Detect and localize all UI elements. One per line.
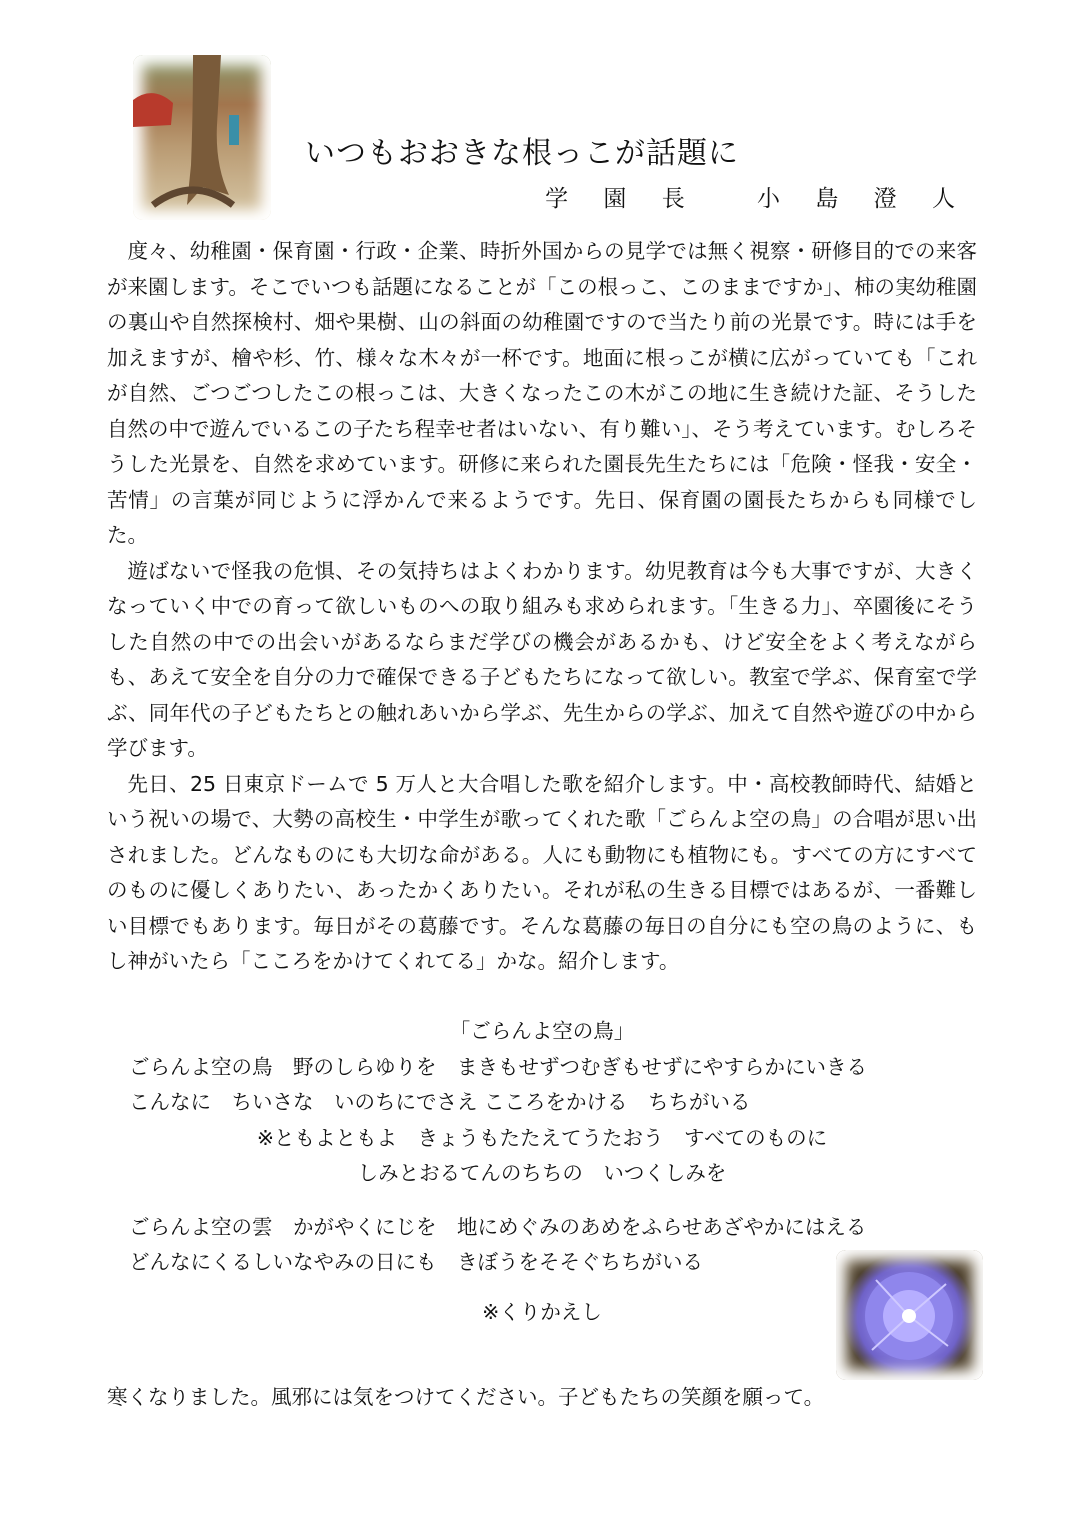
repeat-note: ※くりかえし bbox=[482, 1299, 602, 1324]
tree-roots-illustration bbox=[133, 55, 271, 220]
author-line: 学 園 長 小 島 澄 人 bbox=[545, 186, 969, 212]
chorus-line: しみとおるてんのちちの いつくしみを bbox=[357, 1161, 727, 1185]
song-title: 「ごらんよ空の鳥」 bbox=[449, 1019, 635, 1043]
paragraph: 遊ばないで怪我の危惧、その気持ちはよくわかります。幼児教育は今も大事ですが、大きくなっていく中での育って欲しいものへの取り組みも求められます。「生きる力」、卒園後にそうした自然の中での出会いがあるならまだ学びの機会があるかも、けど安全をよく考えながらも、あえて安全を自分の力で確保できる子どもたちになって欲しい。教室で学ぶ、保育室で学ぶ、同年代の子どもたちとの触れあいから学ぶ、先生からの学ぶ、加えて自然や遊びの中から学びます。 bbox=[107, 558, 977, 760]
morning-glory-photo bbox=[836, 1250, 983, 1380]
article-body bbox=[107, 234, 977, 980]
paragraph: 度々、幼稚園・保育園・行政・企業、時折外国からの見学では無く視察・研修目的での来客が来園します。そこでいつも話題になることが「この根っこ、このままですか」、柿の実幼稚園の裏山や自然探検村、畑や果樹、山の斜面の幼稚園ですので当たり前の光景です。時には手を加えますが、檜や杉、竹、様々な木々が一杯です。地面に根っこが横に広がっていても「これが自然、ごつごつしたこの根っこは、大きくなったこの木がこの地に生き続けた証、そうした自然の中で遊んでいるこの子たち程幸せ者はいない、有り難い」、そう考えています。むしろそうした光景を、自然を求めています。研修に来られた園長先生たちには「危険・怪我・安全・苦情」の言葉が同じように浮かんで来るようです。先日、保育園の園長たちからも同様でした。 bbox=[107, 239, 977, 547]
paragraph: 先日、25 日東京ドームで 5 万人と大合唱した歌を紹介します。中・高校教師時代、結婚という祝いの場で、大勢の高校生・中学生が歌ってくれた歌「ごらんよ空の鳥」の合唱が思い出されました。どんなものにも大切な命がある。人にも動物にも植物にも。すべての方にすべてのものに優しくありたい、あったかくありたい。それが私の生きる目標ではあるが、一番難しい目標でもあります。毎日がその葛藤です。そんな葛藤の毎日の自分にも空の鳥のように、もし神がいたら「こころをかけてくれてる」かな。紹介します。 bbox=[107, 771, 977, 973]
chorus-line: ※ともよともよ きょうもたたえてうたおう すべてのものに bbox=[256, 1125, 828, 1150]
lyric-line: ごらんよ空の雲 かがやくにじを 地にめぐみのあめをふらせあざやかにはえる bbox=[129, 1214, 867, 1239]
lyric-line: ごらんよ空の鳥 野のしらゆりを まきもせずつむぎもせずにやすらかにいきる bbox=[129, 1054, 867, 1079]
tree-roots-photo bbox=[133, 55, 271, 220]
lyric-line: こんなに ちいさな いのちにでさえ こころをかける ちちがいる bbox=[129, 1090, 751, 1114]
page-title: いつもおおきな根っこが話題に bbox=[305, 136, 739, 171]
lyric-line: どんなにくるしいなやみの日にも きぼうをそそぐちちがいる bbox=[129, 1250, 703, 1274]
flower-illustration bbox=[836, 1250, 983, 1380]
closing-line: 寒くなりました。風邪には気をつけてください。子どもたちの笑顔を願って。 bbox=[107, 1385, 825, 1409]
